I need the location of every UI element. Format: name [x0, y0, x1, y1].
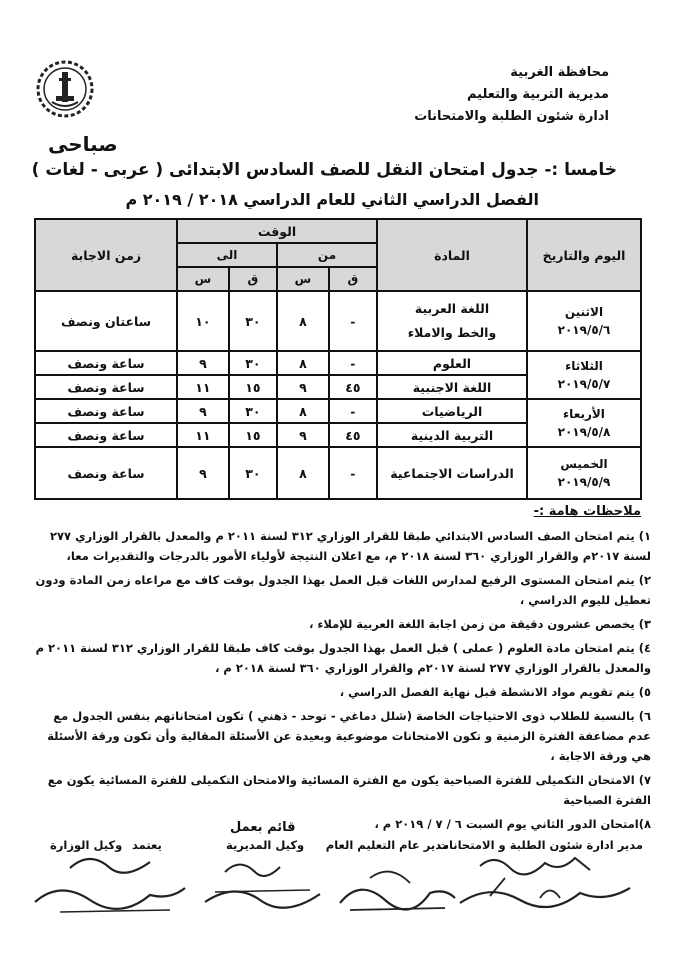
day-date: ٢٠١٩/٥/٧	[557, 377, 611, 391]
signature-general-education-icon	[330, 858, 460, 918]
to-minute: ٣٠	[229, 399, 277, 423]
signature-deputy-directorate-icon	[200, 852, 330, 918]
day-name: الاثنين	[564, 305, 604, 319]
header-subject: المادة	[377, 219, 527, 291]
from-minute: -	[329, 351, 377, 375]
notes-title: ملاحظات هامة :-	[533, 504, 641, 519]
from-hour: ٨	[277, 447, 329, 499]
answer-time: ساعة ونصف	[35, 399, 177, 423]
department-name: ادارة شئون الطلبة والامتحانات	[414, 109, 609, 124]
header-day-date: اليوم والتاريخ	[527, 219, 641, 291]
signature-deputy-ministry-icon	[30, 850, 190, 920]
subject-cell: التربية الدينية	[377, 423, 527, 447]
note-item: ١) يتم امتحان الصف السادس الابتدائي طبقا للقرار الوزاري ٣١٢ لسنة ٢٠١١ م والمعدل بالقرار الوزاري ٢٧٧ لسنة ٢٠١٧م والقرار الوزاري ٣٦٠ لسنة ٢٠١٨ م، مع اعلان النتيجة لأولياء الأمور بالدرجات والتقديرات معا،	[50, 529, 651, 563]
table-row	[35, 447, 641, 499]
prepared-by-label: قائم بعمل	[230, 820, 296, 835]
day-cell	[527, 447, 641, 499]
subject-cell: العلوم	[377, 351, 527, 375]
header-from-minute: ق	[329, 267, 377, 291]
notes-list	[27, 526, 651, 838]
day-name: الخميس	[560, 457, 608, 471]
header-answer-time: زمن الاجابة	[35, 219, 177, 291]
from-minute: -	[329, 399, 377, 423]
answer-time: ساعتان ونصف	[35, 291, 177, 351]
shift-label: صباحى	[48, 132, 118, 156]
to-hour: ٩	[177, 399, 229, 423]
answer-time: ساعة ونصف	[35, 375, 177, 399]
day-cell	[527, 291, 641, 351]
day-name: الأربعاء	[563, 407, 605, 421]
from-minute: -	[329, 447, 377, 499]
day-cell	[527, 351, 641, 399]
answer-time: ساعة ونصف	[35, 447, 177, 499]
directorate-logo-icon	[34, 58, 96, 120]
header-to-minute: ق	[229, 267, 277, 291]
to-minute: ٣٠	[229, 447, 277, 499]
day-name: الثلاثاء	[565, 359, 603, 373]
approve-label: يعتمد	[132, 838, 162, 852]
to-hour: ١١	[177, 423, 229, 447]
subject-cell: اللغة الاجنبية	[377, 375, 527, 399]
header-to: الى	[177, 243, 277, 267]
general-education-title: مدير عام التعليم العام	[325, 838, 449, 852]
from-hour: ٩	[277, 423, 329, 447]
subject-cell: الرياضيات	[377, 399, 527, 423]
day-cell	[527, 399, 641, 447]
note-item: ٣) يخصص عشرون دقيقة من زمن اجابة اللغة العربية للإملاء ،	[309, 617, 651, 631]
day-date: ٢٠١٩/٥/٦	[557, 323, 611, 337]
to-hour: ١٠	[177, 291, 229, 351]
head-students-title: مدير ادارة شئون الطلبة و الامتحانات	[437, 838, 643, 852]
note-item: ٧) الامتحان التكميلى للفترة الصباحية يكون مع الفترة المسائية والامتحان التكميلى للفترة المسائية يكون مع الفترة الصباحية	[47, 773, 651, 807]
header-from: من	[277, 243, 377, 267]
header-to-hour: س	[177, 267, 229, 291]
note-item: ٦) بالنسبة للطلاب ذوى الاحتياجات الخاصة (شلل دماغي - توحد - ذهني ) تكون امتحاناتهم بنفس الجدول مع عدم مضاعفة الفترة الزمنية و تكون الامتحانات موضوعية وبعيدة عن الأسئلة المقالية وأن تكون ورقة الأسئلة هي ورقة الاجابة ،	[47, 709, 651, 763]
to-minute: ٣٠	[229, 351, 277, 375]
directorate-name: مديرية التربية والتعليم	[466, 87, 609, 102]
note-item: ٥) يتم تقويم مواد الانشطة قبل نهاية الفصل الدراسي ،	[339, 685, 651, 699]
table-header-row	[35, 219, 641, 243]
schedule-title: خامسا :- جدول امتحان النقل للصف السادس الابتدائى ( عربى - لغات )	[31, 160, 617, 180]
exam-schedule-table	[34, 218, 642, 500]
note-item: ٤) يتم امتحان مادة العلوم ( عملى ) قبل العمل بهذا الجدول بوقت كاف طبقا للقرار الوزاري ٣١٢ لسنة ٢٠١١ م والمعدل بالقرار الوزاري ٢٧٧ لسنة ٢٠١٧م والقرار الوزاري ٣٦٠ لسنة ٢٠١٨ م ،	[35, 641, 651, 675]
day-date: ٢٠١٩/٥/٩	[557, 475, 611, 489]
table-row	[35, 399, 641, 423]
from-hour: ٨	[277, 291, 329, 351]
header-time: الوقت	[177, 219, 377, 243]
answer-time: ساعة ونصف	[35, 351, 177, 375]
answer-time: ساعة ونصف	[35, 423, 177, 447]
day-date: ٢٠١٩/٥/٨	[557, 425, 611, 439]
from-minute: ٤٥	[329, 375, 377, 399]
table-row	[35, 351, 641, 375]
header-from-hour: س	[277, 267, 329, 291]
deputy-ministry-title: وكيل الوزارة	[50, 838, 123, 852]
to-minute: ٣٠	[229, 291, 277, 351]
subject-cell: الدراسات الاجتماعية	[377, 447, 527, 499]
note-item: ٢) يتم امتحان المستوى الرفيع لمدارس اللغات قبل العمل بهذا الجدول بوقت كاف مع مراعاه زمن المادة ودون تعطيل لليوم الدراسي ،	[35, 573, 651, 607]
to-hour: ٩	[177, 351, 229, 375]
issuer-header	[414, 62, 609, 128]
governorate-name: محافظة الغربية	[510, 65, 609, 80]
to-minute: ١٥	[229, 375, 277, 399]
subject-line: اللغة العربية	[414, 301, 490, 316]
from-minute: -	[329, 291, 377, 351]
to-hour: ١١	[177, 375, 229, 399]
from-hour: ٩	[277, 375, 329, 399]
from-hour: ٨	[277, 351, 329, 375]
table-row	[35, 291, 641, 351]
to-hour: ٩	[177, 447, 229, 499]
from-hour: ٨	[277, 399, 329, 423]
subject-cell	[377, 291, 527, 351]
deputy-directorate-title: وكيل المديرية	[226, 838, 305, 852]
to-minute: ١٥	[229, 423, 277, 447]
term-title: الفصل الدراسي الثاني للعام الدراسي ٢٠١٨ / ٢٠١٩ م	[125, 190, 539, 209]
note-item: ٨)امتحان الدور الثاني يوم السبت ٦ / ٧ / ٢٠١٩ م ،	[374, 817, 651, 831]
from-minute: ٤٥	[329, 423, 377, 447]
signature-head-students-icon	[450, 848, 640, 918]
subject-line: والخط والاملاء	[407, 325, 497, 340]
